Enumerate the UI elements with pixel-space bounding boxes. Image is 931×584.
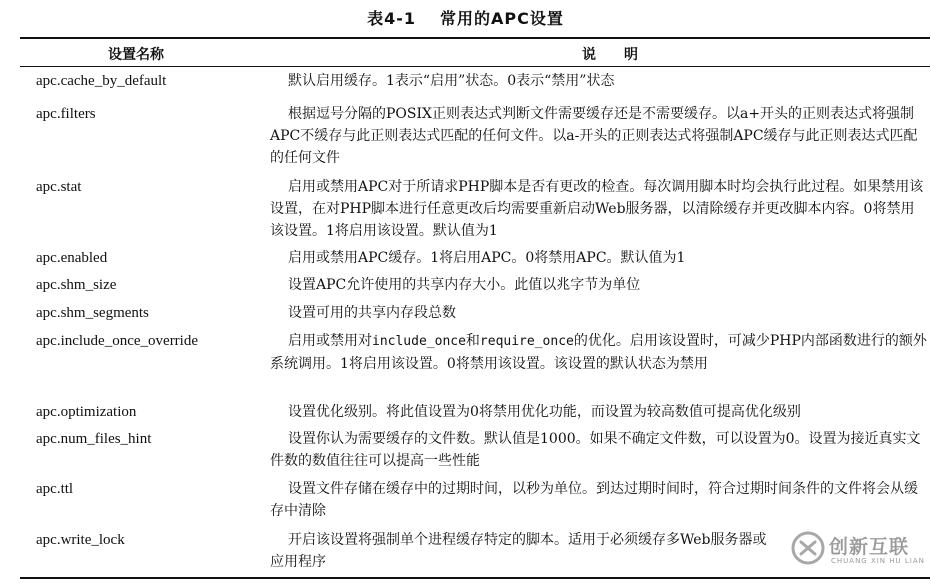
setting-name: apc.optimization xyxy=(36,404,137,420)
setting-description: 设置文件存储在缓存中的过期时间，以秒为单位。到达过期时间时，符合过期时间条件的文件将会从缓存中清除 xyxy=(270,481,918,519)
setting-description: 根据逗号分隔的POSIX正则表达式判断文件需要缓存还是不需要缓存。以a+开头的正则表达式将强制APC不缓存与此正则表达式匹配的任何文件。以a-开头的正则表达式将强制APC缓存与此正则表达式匹配的任何文件 xyxy=(270,106,918,166)
table-number: 表4-1 xyxy=(367,9,417,28)
setting-name: apc.stat xyxy=(36,179,82,195)
description-text: 启用或禁用对 xyxy=(288,333,372,349)
watermark-subtext: CHUANG XIN HU LIAN xyxy=(831,557,925,565)
table-title xyxy=(0,6,931,29)
setting-name: apc.ttl xyxy=(36,481,74,497)
setting-name: apc.include_once_override xyxy=(36,333,199,349)
setting-description: 开启该设置将强制单个进程缓存特定的脚本。适用于必须缓存多Web服务器或应用程序 xyxy=(270,532,767,570)
header-setting-name: 设置名称 xyxy=(108,47,164,63)
description-text: 的优化。启用该设置时，可减少PHP内部函数进行的额外系统调用。1将启用该设置。0将禁用该设置。该设置的默认状态为禁用 xyxy=(270,333,927,372)
setting-description: 设置可用的共享内存段总数 xyxy=(288,305,456,321)
setting-description: 设置优化级别。将此值设置为0将禁用优化功能，而设置为较高数值可提高优化级别 xyxy=(288,404,801,420)
setting-name: apc.enabled xyxy=(36,250,108,266)
setting-name: apc.shm_segments xyxy=(36,305,149,321)
code-include-once: include_once xyxy=(372,334,466,349)
watermark-logo-icon xyxy=(791,531,825,565)
setting-name: apc.write_lock xyxy=(36,532,125,548)
setting-name: apc.cache_by_default xyxy=(36,73,167,89)
table-bottom-rule xyxy=(20,577,930,579)
setting-description xyxy=(270,330,928,375)
header-description: 说明 xyxy=(582,47,666,63)
setting-description: 启用或禁用APC缓存。1将启用APC。0将禁用APC。默认值为1 xyxy=(288,250,686,266)
setting-description: 设置你认为需要缓存的文件数。默认值是1000。如果不确定文件数，可以设置为0。设置为接近真实文件数的数值往往可以提高一些性能 xyxy=(270,431,921,469)
table-top-rule xyxy=(20,37,930,39)
code-require-once: require_once xyxy=(479,334,574,349)
setting-name: apc.num_files_hint xyxy=(36,431,152,447)
setting-name: apc.shm_size xyxy=(36,277,117,293)
watermark xyxy=(787,527,927,577)
setting-description: 默认启用缓存。1表示“启用”状态。0表示“禁用”状态 xyxy=(288,73,615,89)
watermark-text: 创新互联 xyxy=(829,536,910,558)
setting-name: apc.filters xyxy=(36,106,96,122)
table-header-rule xyxy=(20,66,930,67)
setting-description: 启用或禁用APC对于所请求PHP脚本是否有更改的检查。每次调用脚本时均会执行此过程。如果禁用该设置，在对PHP脚本进行任意更改后均需要重新启动Web服务器，以清除缓存并更改脚本内容。0将禁用该设置。1将启用该设置。默认值为1 xyxy=(270,179,924,239)
table-title-text: 常用的APC设置 xyxy=(440,9,564,28)
setting-description: 设置APC允许使用的共享内存大小。此值以兆字节为单位 xyxy=(288,277,641,293)
description-text: 和 xyxy=(465,333,480,349)
